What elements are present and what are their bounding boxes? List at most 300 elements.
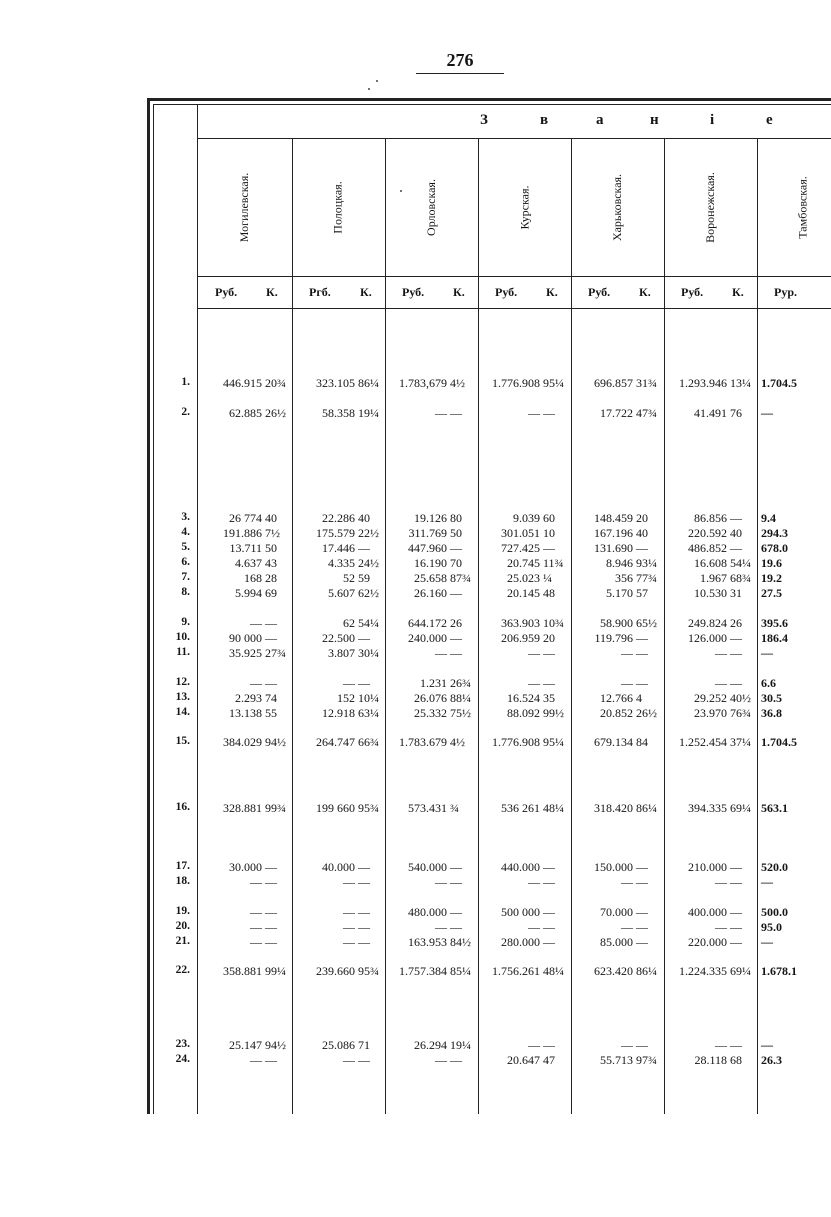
cell-kopecks: — (730, 676, 742, 690)
column-name: Полоцкая. (330, 181, 345, 234)
cell-rubles: 1.783.679 (399, 735, 447, 749)
cell-kopecks: ¼ (543, 571, 552, 585)
cell-kopecks: 4½ (450, 376, 465, 390)
cell-rubles: — (250, 905, 262, 919)
cell-kopecks: 54¼ (358, 616, 379, 630)
cell-kopecks: 69¼ (730, 964, 751, 978)
cell-rubles: — (621, 920, 633, 934)
row-number: 9. (181, 616, 190, 628)
cell-kopecks: 26½ (636, 706, 657, 720)
cell-rubles: 1.293.946 (679, 376, 727, 390)
row-number: 16. (175, 801, 190, 813)
cell-kopecks: — (358, 860, 370, 874)
cell-rubles: 311.769 (408, 526, 447, 540)
cell-kopecks: — (730, 511, 742, 525)
cell-rubles: 500 000 (501, 905, 540, 919)
cell-rubles: — (250, 1053, 262, 1067)
cell-kopecks: 35 (543, 691, 555, 705)
row-number: 17. (175, 860, 190, 872)
cell-rubles: 280.000 (501, 935, 540, 949)
cell-rubles: 1.967 (700, 571, 727, 585)
cell-kopecks: 70 (450, 556, 462, 570)
cell-kopecks: 28 (265, 571, 277, 585)
cell-kopecks: — (265, 920, 277, 934)
column-separator (292, 139, 293, 1114)
cell-rubles: 5.170 (606, 586, 633, 600)
column-name: Орловская. (423, 179, 438, 236)
cell-kopecks: — (636, 905, 648, 919)
cell-kopecks: — (543, 541, 555, 555)
cell-kopecks: — (636, 920, 648, 934)
cell-rubles: 1.231 (420, 676, 447, 690)
cell-kopecks: — (450, 875, 462, 889)
cell-kopecks: — (358, 875, 370, 889)
cell-rubles: — (761, 646, 773, 660)
cell-rubles: 573.431 (408, 801, 447, 815)
cell-rubles: — (528, 1038, 540, 1052)
cell-rubles: 126.000 (688, 631, 727, 645)
cell-rubles: 85.000 (600, 935, 633, 949)
cell-rubles: 167.196 (594, 526, 633, 540)
cell-kopecks: — (730, 631, 742, 645)
row-number: 1. (181, 376, 190, 388)
cell-kopecks: — (543, 676, 555, 690)
cell-kopecks: 68 (730, 1053, 742, 1067)
cell-kopecks: 86¼ (358, 376, 379, 390)
cell-rubles: 22.500 (322, 631, 355, 645)
cell-kopecks: 99½ (543, 706, 564, 720)
cell-kopecks: 31 (730, 586, 742, 600)
cell-rubles: 1.783,679 (399, 376, 447, 390)
cell-kopecks: 66¾ (358, 735, 379, 749)
cell-rubles: 12.918 (322, 706, 355, 720)
cell-rubles: 1.704.5 (761, 735, 797, 749)
cell-kopecks: 87¾ (450, 571, 471, 585)
cell-kopecks: — (636, 631, 648, 645)
cell-kopecks: — (730, 541, 742, 555)
cell-rubles: 486.852 (688, 541, 727, 555)
unit-kopecks: К. (360, 285, 372, 299)
cell-rubles: — (761, 1038, 773, 1052)
cell-kopecks: 69¼ (730, 801, 751, 815)
cell-kopecks: 24½ (358, 556, 379, 570)
cell-rubles: 540.000 (408, 860, 447, 874)
cell-rubles: 20.745 (507, 556, 540, 570)
cell-kopecks: 40 (358, 511, 370, 525)
cell-rubles: 150.000 (594, 860, 633, 874)
cell-kopecks: 13¼ (730, 376, 751, 390)
cell-kopecks: 40½ (730, 691, 751, 705)
cell-rubles: 644.172 (408, 616, 447, 630)
cell-rubles: 163.953 (408, 935, 447, 949)
cell-rubles: — (250, 676, 262, 690)
cell-kopecks: 94½ (265, 1038, 286, 1052)
cell-kopecks: — (730, 875, 742, 889)
cell-rubles: 400.000 (688, 905, 727, 919)
cell-kopecks: 99¼ (265, 964, 286, 978)
cell-rubles: — (761, 935, 773, 949)
cell-rubles: 13.138 (229, 706, 262, 720)
cell-kopecks: 93¼ (636, 556, 657, 570)
column-separator (757, 139, 758, 1114)
title-letter: в (540, 112, 549, 128)
cell-rubles: 26.3 (761, 1053, 782, 1067)
cell-rubles: 20.852 (600, 706, 633, 720)
column-name: Курская. (516, 185, 531, 230)
cell-kopecks: — (265, 676, 277, 690)
cell-rubles: 480.000 (408, 905, 447, 919)
cell-rubles: 25.086 (322, 1038, 355, 1052)
cell-kopecks: 4 (636, 691, 642, 705)
cell-rubles: 175.579 (316, 526, 355, 540)
column-separator (478, 139, 479, 1114)
cell-kopecks: 60 (543, 511, 555, 525)
cell-kopecks: 37¼ (730, 735, 751, 749)
cell-rubles: 19.6 (761, 556, 782, 570)
cell-kopecks: 48¼ (543, 801, 564, 815)
row-number: 15. (175, 735, 190, 747)
cell-kopecks: — (358, 541, 370, 555)
cell-rubles: 86.856 (694, 511, 727, 525)
cell-kopecks: — (543, 406, 555, 420)
cell-rubles: 16.190 (414, 556, 447, 570)
cell-kopecks: — (265, 1053, 277, 1067)
cell-rubles: 6.6 (761, 676, 776, 690)
cell-rubles: 1.224.335 (679, 964, 727, 978)
cell-rubles: 16.524 (507, 691, 540, 705)
cell-kopecks: — (358, 1053, 370, 1067)
cell-kopecks: — (730, 1038, 742, 1052)
cell-kopecks: 94½ (265, 735, 286, 749)
cell-kopecks: — (543, 860, 555, 874)
column-separator (571, 139, 572, 1114)
cell-rubles: 62.885 (229, 406, 262, 420)
cell-rubles: — (621, 646, 633, 660)
cell-rubles: 394.335 (688, 801, 727, 815)
unit-kopecks: К. (453, 285, 465, 299)
table-left-border (147, 98, 150, 1114)
row-number: 10. (175, 631, 190, 643)
cell-kopecks: 20 (543, 631, 555, 645)
cell-rubles: — (343, 920, 355, 934)
cell-kopecks: 27¾ (265, 646, 286, 660)
title-letter: З (480, 112, 488, 128)
cell-rubles: 88.092 (507, 706, 540, 720)
cell-rubles: 210.000 (688, 860, 727, 874)
title-letter: а (596, 112, 604, 128)
cell-rubles: 249.824 (688, 616, 727, 630)
cell-kopecks: — (730, 905, 742, 919)
cell-rubles: 10.530 (694, 586, 727, 600)
cell-kopecks: — (265, 860, 277, 874)
cell-kopecks: — (543, 875, 555, 889)
cell-rubles: 623.420 (594, 964, 633, 978)
column-header (478, 140, 571, 275)
column-header (198, 140, 291, 275)
column-header (571, 140, 664, 275)
unit-rubles: Руб. (588, 285, 611, 299)
cell-rubles: — (715, 875, 727, 889)
cell-rubles: — (621, 1038, 633, 1052)
table-title (470, 112, 830, 134)
cell-kopecks: 95¼ (543, 735, 564, 749)
column-name: Тамбовская. (795, 176, 810, 239)
cell-rubles: 30.000 (229, 860, 262, 874)
cell-rubles: 20.145 (507, 586, 540, 600)
cell-rubles: 678.0 (761, 541, 788, 555)
cell-kopecks: 31¾ (636, 376, 657, 390)
cell-rubles: 26 774 (229, 511, 262, 525)
cell-rubles: — (250, 616, 262, 630)
row-number: 8. (181, 586, 190, 598)
cell-rubles: — (715, 1038, 727, 1052)
cell-rubles: 62 (343, 616, 355, 630)
cell-rubles: 20.647 (507, 1053, 540, 1067)
cell-rubles: 294.3 (761, 526, 788, 540)
cell-rubles: 2.293 (235, 691, 262, 705)
cell-kopecks: 40 (730, 526, 742, 540)
cell-rubles: 19.2 (761, 571, 782, 585)
cell-kopecks: — (730, 646, 742, 660)
cell-kopecks: 22½ (358, 526, 379, 540)
cell-rubles: 58.900 (600, 616, 633, 630)
row-number: 2. (181, 406, 190, 418)
cell-rubles: 90 000 (229, 631, 262, 645)
cell-rubles: 186.4 (761, 631, 788, 645)
cell-rubles: 395.6 (761, 616, 788, 630)
cell-rubles: 239.660 (316, 964, 355, 978)
cell-kopecks: — (636, 860, 648, 874)
cell-kopecks: — (450, 646, 462, 660)
column-name: Харьковская. (609, 173, 624, 242)
cell-rubles: — (715, 646, 727, 660)
cell-rubles: 9.4 (761, 511, 776, 525)
cell-rubles: 35.925 (229, 646, 262, 660)
cell-rubles: 13.711 (229, 541, 262, 555)
row-number: 21. (175, 935, 190, 947)
cell-rubles: 328.881 (223, 801, 262, 815)
row-number: 23. (175, 1038, 190, 1050)
cell-rubles: — (528, 920, 540, 934)
cell-kopecks: 76 (730, 406, 742, 420)
cell-kopecks: 19¼ (358, 406, 379, 420)
cell-rubles: 264.747 (316, 735, 355, 749)
cell-kopecks: — (358, 905, 370, 919)
cell-kopecks: 4½ (450, 735, 465, 749)
cell-rubles: 16.608 (694, 556, 727, 570)
cell-kopecks: 95¾ (358, 964, 379, 978)
cell-rubles: 12.766 (600, 691, 633, 705)
row-number: 19. (175, 905, 190, 917)
column-name: Воронежская. (703, 172, 717, 243)
cell-rubles: 679.134 (594, 735, 633, 749)
row-number: 22. (175, 964, 190, 976)
row-number: 18. (175, 875, 190, 887)
cell-kopecks: 7½ (265, 526, 280, 540)
unit-kopecks: К. (639, 285, 651, 299)
unit-rubles: Руб. (495, 285, 518, 299)
cell-rubles: 363.903 (501, 616, 540, 630)
cell-kopecks: 20 (636, 511, 648, 525)
row-number: 3. (181, 511, 190, 523)
cell-rubles: 36.8 (761, 706, 782, 720)
cell-rubles: — (715, 920, 727, 934)
cell-kopecks: 85¼ (450, 964, 471, 978)
row-number: 6. (181, 556, 190, 568)
cell-kopecks: — (730, 935, 742, 949)
cell-rubles: — (435, 875, 447, 889)
cell-rubles: 25.332 (414, 706, 447, 720)
cell-kopecks: 26¾ (450, 676, 471, 690)
row-number: 20. (175, 920, 190, 932)
cell-kopecks: 59 (358, 571, 370, 585)
cell-rubles: 25.147 (229, 1038, 262, 1052)
cell-kopecks: — (265, 631, 277, 645)
row-number: 7. (181, 571, 190, 583)
cell-rubles: 152 (337, 691, 355, 705)
cell-rubles: 131.690 (594, 541, 633, 555)
row-number: 14. (175, 706, 190, 718)
title-letter: і (710, 112, 715, 128)
cell-rubles: — (528, 676, 540, 690)
row-number: 4. (181, 526, 190, 538)
cell-rubles: 727.425 (501, 541, 540, 555)
cell-kopecks: — (636, 676, 648, 690)
cell-rubles: 384.029 (223, 735, 262, 749)
cell-kopecks: 43 (265, 556, 277, 570)
cell-kopecks: 50 (265, 541, 277, 555)
row-number: 11. (176, 646, 190, 658)
cell-kopecks: — (358, 676, 370, 690)
row-number: 24. (175, 1053, 190, 1065)
cell-kopecks: — (636, 646, 648, 660)
cell-kopecks: — (543, 920, 555, 934)
cell-kopecks: — (358, 631, 370, 645)
cell-kopecks: — (265, 616, 277, 630)
cell-rubles: — (621, 875, 633, 889)
cell-rubles: 25.023 (507, 571, 540, 585)
table-left-border-inner (153, 104, 154, 1114)
cell-kopecks: 48¼ (543, 964, 564, 978)
cell-rubles: 199 660 (316, 801, 355, 815)
column-header (292, 140, 385, 275)
cell-kopecks: — (730, 860, 742, 874)
cell-rubles: 440.000 (501, 860, 540, 874)
cell-kopecks: — (543, 935, 555, 949)
cell-kopecks: — (265, 935, 277, 949)
cell-rubles: — (343, 935, 355, 949)
cell-kopecks: 84½ (450, 935, 471, 949)
cell-rubles: — (761, 875, 773, 889)
cell-kopecks: 77¾ (636, 571, 657, 585)
unit-rubles: Руб. (215, 285, 238, 299)
cell-rubles: 70.000 (600, 905, 633, 919)
cell-rubles: 25.658 (414, 571, 447, 585)
cell-kopecks: 20¾ (265, 376, 286, 390)
cell-rubles: — (435, 1053, 447, 1067)
cell-rubles: — (761, 406, 773, 420)
cell-rubles: 27.5 (761, 586, 782, 600)
cell-kopecks: 40 (636, 526, 648, 540)
cell-rubles: 148.459 (594, 511, 633, 525)
column-header (385, 140, 478, 275)
column-separator (385, 139, 386, 1114)
cell-kopecks: 10¼ (358, 691, 379, 705)
cell-rubles: 8.946 (606, 556, 633, 570)
cell-rubles: — (343, 905, 355, 919)
cell-kopecks: 11¾ (543, 556, 564, 570)
unit-rubles: Руб. (681, 285, 704, 299)
cell-kopecks: ¾ (450, 801, 459, 815)
cell-kopecks: — (636, 875, 648, 889)
cell-kopecks: 74 (265, 691, 277, 705)
cell-rubles: — (343, 676, 355, 690)
cell-rubles: 240.000 (408, 631, 447, 645)
cell-kopecks: 47 (543, 1053, 555, 1067)
cell-rubles: 1.678.1 (761, 964, 797, 978)
cell-kopecks: — (450, 905, 462, 919)
cell-rubles: 55.713 (600, 1053, 633, 1067)
cell-kopecks: 95¼ (543, 376, 564, 390)
cell-kopecks: — (450, 631, 462, 645)
cell-kopecks: — (265, 875, 277, 889)
cell-rubles: — (528, 875, 540, 889)
cell-kopecks: 57 (636, 586, 648, 600)
cell-kopecks: 68¾ (730, 571, 751, 585)
cell-kopecks: — (450, 860, 462, 874)
cell-kopecks: — (636, 935, 648, 949)
cell-kopecks: 88¼ (450, 691, 471, 705)
unit-kopecks: К. (732, 285, 744, 299)
cell-kopecks: 30¼ (358, 646, 379, 660)
cell-rubles: 220.592 (688, 526, 727, 540)
cell-rubles: 206.959 (501, 631, 540, 645)
cell-rubles: 318.420 (594, 801, 633, 815)
cell-rubles: 95.0 (761, 920, 782, 934)
cell-kopecks: 26 (450, 616, 462, 630)
cell-kopecks: 47¾ (636, 406, 657, 420)
cell-rubles: 40.000 (322, 860, 355, 874)
cell-rubles: 220.000 (688, 935, 727, 949)
cell-kopecks: — (358, 935, 370, 949)
unit-kopecks: К. (266, 285, 278, 299)
cell-rubles: 536 261 (501, 801, 540, 815)
row-number: 13. (175, 691, 190, 703)
column-header (664, 140, 757, 275)
cell-kopecks: — (543, 646, 555, 660)
cell-kopecks: 76¾ (730, 706, 751, 720)
cell-rubles: 696.857 (594, 376, 633, 390)
cell-rubles: 1.776.908 (492, 376, 540, 390)
cell-kopecks: 40 (265, 511, 277, 525)
cell-rubles: 1.776.908 (492, 735, 540, 749)
cell-rubles: 446.915 (223, 376, 262, 390)
cell-rubles: — (528, 406, 540, 420)
row-number: 5. (181, 541, 190, 553)
cell-rubles: 22.286 (322, 511, 355, 525)
title-letter: н (650, 112, 659, 128)
cell-kopecks: — (450, 541, 462, 555)
cell-rubles: 17.722 (600, 406, 633, 420)
cell-rubles: 119.796 (594, 631, 633, 645)
cell-rubles: — (621, 676, 633, 690)
cell-kopecks: 10¾ (543, 616, 564, 630)
cell-rubles: 563.1 (761, 801, 788, 815)
cell-kopecks: 99¾ (265, 801, 286, 815)
cell-kopecks: 55 (265, 706, 277, 720)
cell-kopecks: — (636, 1038, 648, 1052)
table-top-border-inner (153, 104, 831, 105)
